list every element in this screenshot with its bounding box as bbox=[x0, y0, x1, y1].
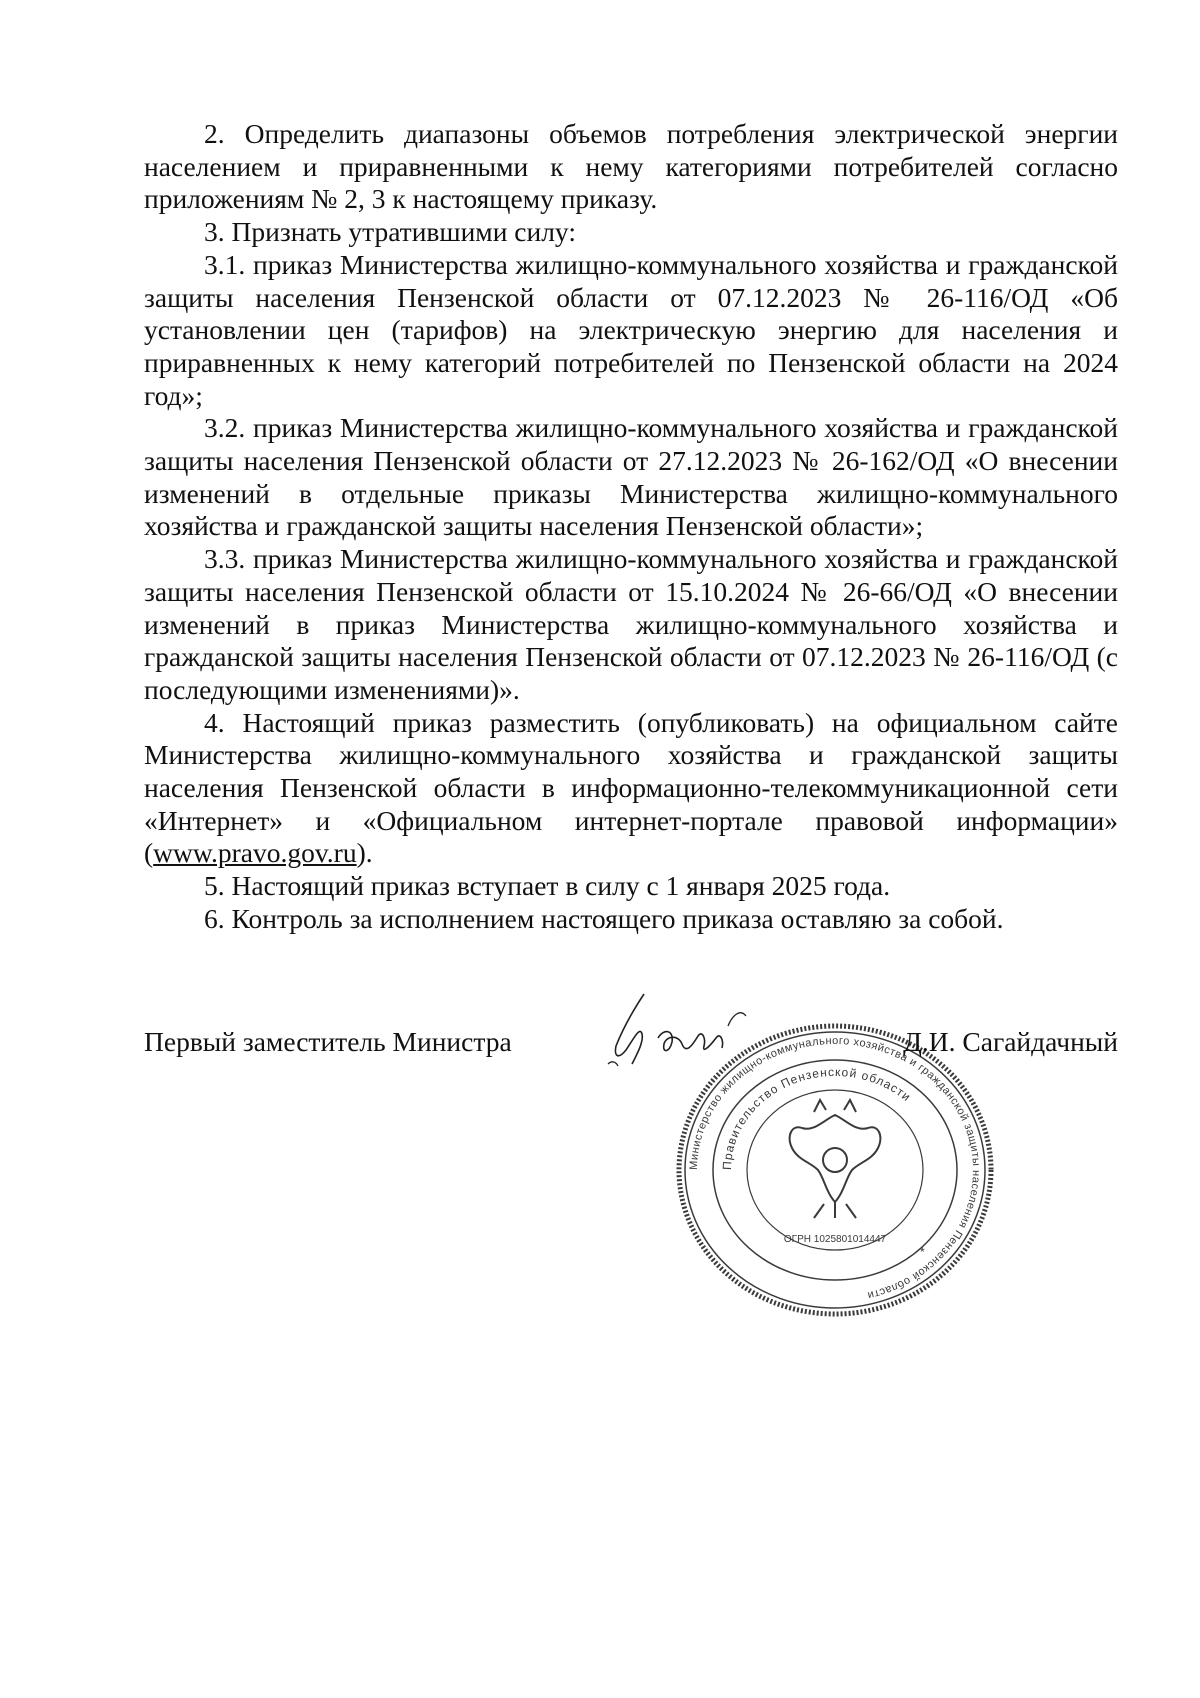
signer-name: Д.И. Сагайдачный bbox=[903, 1026, 1118, 1057]
document-body bbox=[144, 118, 1118, 936]
stamp-inner-text: Правительство Пензенской области bbox=[719, 1064, 914, 1171]
pravo-gov-link[interactable]: www.pravo.gov.ru bbox=[153, 837, 357, 869]
signer-position: Первый заместитель Министра bbox=[144, 1026, 512, 1057]
svg-text:*: * bbox=[920, 1245, 925, 1259]
paragraph-2: 2. Определить диапазоны объемов потребления электрической энергии населением и приравненными к нему категориями потребителей согласно приложениям № 2, 3 к настоящему приказу. bbox=[144, 118, 1118, 215]
paragraph-3: 3. Признать утратившими силу: bbox=[204, 216, 576, 248]
paragraph-4-end: ). bbox=[356, 837, 373, 869]
coat-of-arms-icon bbox=[790, 1100, 881, 1218]
paragraph-3-2: 3.2. приказ Министерства жилищно-коммунального хозяйства и гражданской защиты населения Пензенской области от 27.12.2023 № 26-162/ОД «О внесении изменений в отдельные приказы Министерства жилищно-коммунального хозяйства и гражданской защиты населения Пензенской области»; bbox=[144, 412, 1118, 542]
stamp-outer-text: Министерство жилищно-коммунального хозяйства и гражданской защиты населения Пензенской области bbox=[687, 1034, 983, 1302]
paragraph-5: 5. Настоящий приказ вступает в силу с 1 января 2025 года. bbox=[204, 870, 891, 902]
paragraph-4-text: 4. Настоящий приказ разместить (опубликовать) на официальном сайте Министерства жилищно-коммунального хозяйства и гражданской защиты населения Пензенской области в информационно-телекоммуникационной сети «Интернет» и «Официальном интернет-портале правовой информации» ( bbox=[144, 706, 1118, 869]
stamp-ogrn-text: ОГРН 1025801014447 bbox=[783, 1234, 887, 1245]
signature-block bbox=[144, 1026, 1118, 1066]
paragraph-4 bbox=[144, 707, 1118, 871]
paragraph-3-3: 3.3. приказ Министерства жилищно-коммунального хозяйства и гражданской защиты населения Пензенской области от 15.10.2024 № 26-66/ОД «О внесении изменений в приказ Министерства жилищно-коммунального хозяйства и гражданской защиты населения Пензенской области от 07.12.2023 № 26-116/ОД (с последующими изменениями)». bbox=[144, 543, 1118, 705]
paragraph-3-1: 3.1. приказ Министерства жилищно-коммунального хозяйства и гражданской защиты населения Пензенской области от 07.12.2023 № 26-116/ОД «Об установлении цен (тарифов) на электрическую энергию для населения и приравненных к нему категорий потребителей по Пензенской области на 2024 год»; bbox=[144, 248, 1118, 411]
paragraph-6: 6. Контроль за исполнением настоящего приказа оставляю за собой. bbox=[204, 902, 1004, 934]
